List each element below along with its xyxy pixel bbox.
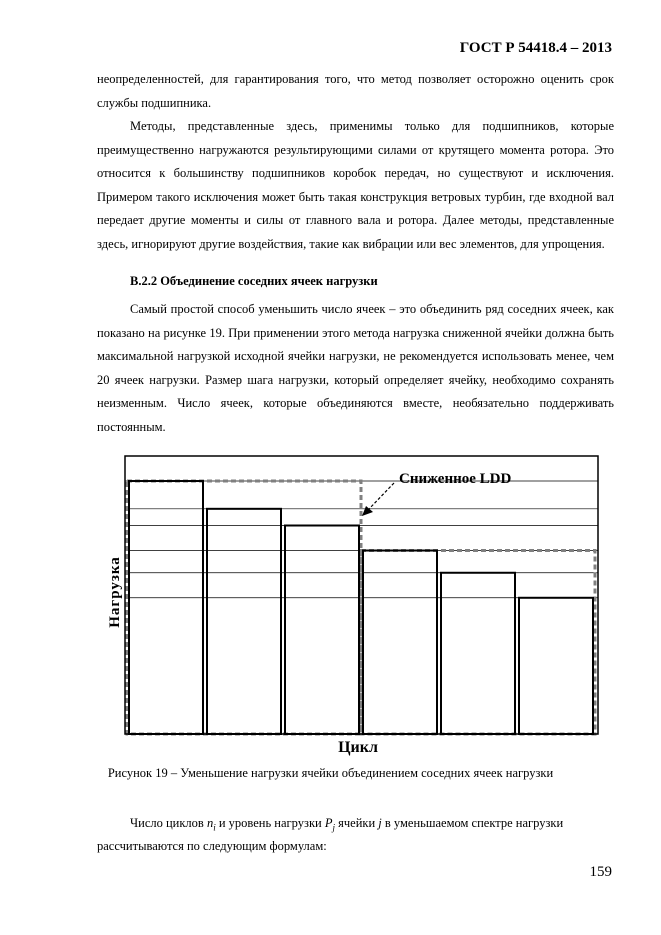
annotation-arrow-line <box>368 483 394 510</box>
formula-text-3: ячейки <box>338 816 376 830</box>
paragraph-2: Методы, представленные здесь, применимы только для подшипников, которые преимущественно нагружаются результирующими силами от крутящего момента ротора. Это относится к большинству подшипников коробок передач, но существуют и исключения. Примером такого исключения может быть такая конструкция ветровых турбин, где входной вал передает другие моменты и силы от главного вала и ротора. Далее методы, представленные здесь, игнорируют другие воздействия, такие как вибрации или вес элементов, для упрощения. <box>97 119 614 251</box>
paragraph-3: Самый простой способ уменьшить число ячеек – это объединить ряд соседних ячеек, как показано на рисунке 19. При применении этого метода нагрузка сниженной ячейки должна быть максимальной нагрузкой исходной ячейки нагрузки, не рекомендуется использовать менее, чем 20 ячеек нагрузки. Размер шага нагрузки, который определяет ячейку, необходимо сохранять неизменным. Число ячеек, которые объединяются вместе, необязательно поддерживать постоянным. <box>97 302 614 434</box>
page-number: 159 <box>589 864 612 880</box>
load-bin-bar <box>207 509 281 734</box>
load-bin-bar <box>285 526 359 735</box>
n-symbol: $n_i$ <box>206 816 216 833</box>
reduced-ldd-label: Сниженное LDD <box>399 471 512 487</box>
section-heading: B.2.2 Объединение соседних ячеек нагрузки <box>130 274 378 288</box>
load-reduction-chart <box>96 450 611 757</box>
load-bin-bar <box>519 598 593 734</box>
document-header: ГОСТ Р 54418.4 – 2013 <box>459 40 612 56</box>
load-bin-bar <box>441 573 515 734</box>
load-bin-bar <box>363 551 437 734</box>
formula-sentence <box>130 816 563 833</box>
formula-text-4: в уменьшаемом спектре нагрузки <box>384 816 564 830</box>
formula-text-1: Число циклов <box>130 816 204 830</box>
y-axis-label: Нагрузка <box>107 556 123 628</box>
j-symbol: j <box>378 816 382 830</box>
paragraph-1: неопределенностей, для гарантирования того, что метод позволяет осторожно оценить срок службы подшипника. <box>97 72 614 110</box>
figure-caption: Рисунок 19 – Уменьшение нагрузки ячейки объединением соседних ячеек нагрузки <box>107 766 554 780</box>
x-axis-label: Цикл <box>338 739 378 756</box>
reduced-level-box <box>361 551 595 734</box>
formula-text-2: и уровень нагрузки <box>218 816 322 830</box>
annotation-arrow-head <box>362 506 373 516</box>
formula-sentence-end: рассчитываются по следующим формулам: <box>97 839 327 853</box>
p-symbol: $P_j$ <box>324 816 335 833</box>
reduced-level-box <box>127 481 361 734</box>
load-bin-bar <box>129 481 203 734</box>
